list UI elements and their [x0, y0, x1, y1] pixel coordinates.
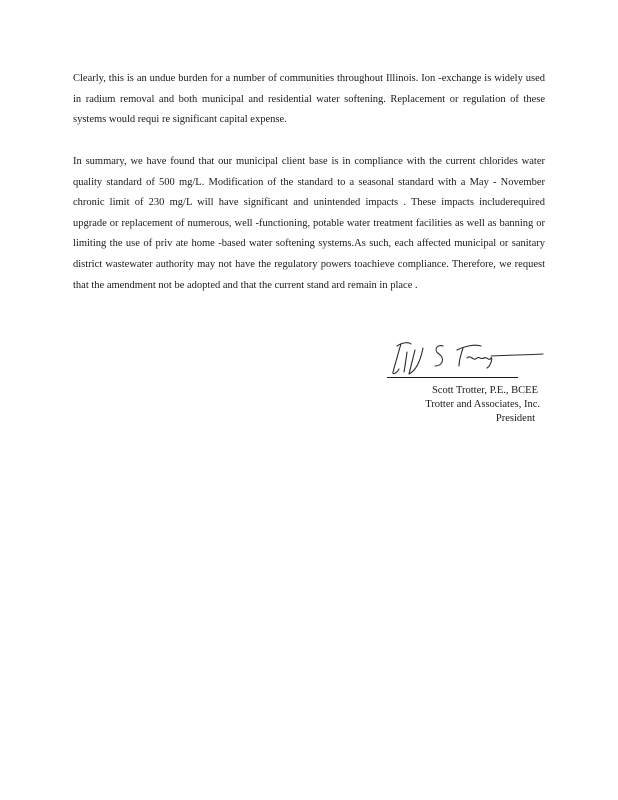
summary-paragraph: In summary, we have found that our municipal client base is in compliance with the current chlorides water quality standard of 500 mg/L. Modification of the standard to a seasonal standard with a May - November chronic limit of 230 mg/L will have significant and unintended impacts . These impacts includerequired upgrade or replacement of numerous, well -functioning, potable water treatment facilities as well as banning or limiting the use of priv ate home -based water softening systems.As such, each affected municipal or sanitary district wastewater authority may not have the regulatory powers toachieve compliance. Therefore, we request that the amendment not be adopted and that the current stand ard remain in place . — [73, 156, 545, 291]
signature-block — [380, 384, 540, 426]
signer-name: Scott Trotter, P.E., BCEE — [431, 385, 538, 396]
closing-paragraph-1: Clearly, this is an undue burden for a number of communities throughout Illinois. Ion -exchange is widely used in radium removal and both municipal and residential water softening. Replacement or regulation of these systems would requi re significant capital expense. — [73, 73, 545, 126]
signer-title: President — [495, 413, 535, 424]
signer-company: Trotter and Associates, Inc. — [425, 399, 540, 410]
signature-icon — [387, 336, 545, 378]
handwritten-signature — [387, 336, 545, 378]
signature-line — [387, 377, 518, 378]
